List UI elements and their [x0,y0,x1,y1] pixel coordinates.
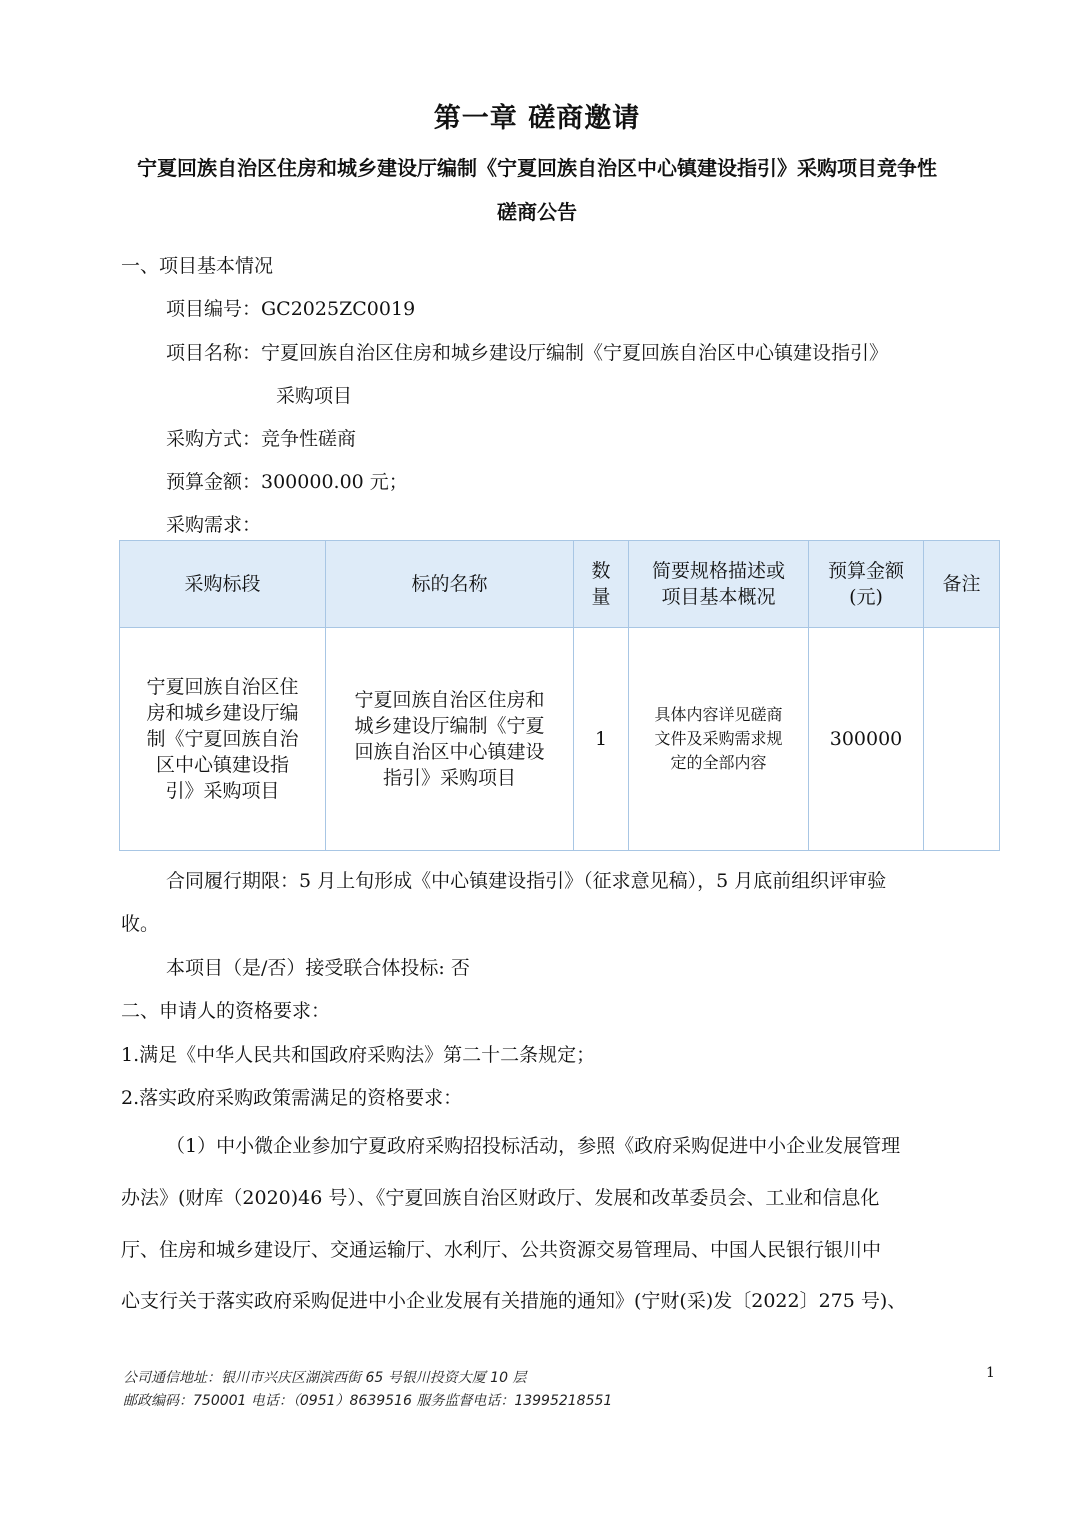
budget-amount: 预算金额：300000.00 元； [166,471,408,493]
project-name-line1: 项目名称：宁夏回族自治区住房和城乡建设厅编制《宁夏回族自治区中心镇建设指引》 [166,342,889,364]
cell-remark [924,628,1000,851]
requirement-label: 采购需求： [166,514,262,536]
qualification-item1: 1.满足《中华人民共和国政府采购法》第二十二条规定； [121,1044,596,1066]
requirement-table [119,540,1000,851]
consortium-note: 本项目（是/否）接受联合体投标: 否 [166,957,470,979]
section1-heading: 一、项目基本情况 [121,255,274,277]
cell-budget: 300000 [809,628,924,851]
project-name-line2: 采购项目 [276,385,353,407]
contract-period-line1: 合同履行期限：5 月上旬形成《中心镇建设指引》（征求意见稿），5 月底前组织评审验 [166,870,887,892]
header-lot: 采购标段 [120,541,326,628]
header-spec: 简要规格描述或 项目基本概况 [629,541,809,628]
cell-lot: 宁夏回族自治区住 房和城乡建设厅编 制《宁夏回族自治 区中心镇建设指 引》采购项目 [120,628,326,851]
section2-heading: 二、申请人的资格要求： [121,1000,331,1022]
cell-spec: 具体内容详见磋商 文件及采购需求规 定的全部内容 [629,628,809,851]
header-budget: 预算金额 (元) [809,541,924,628]
qualification-item2: 2.落实政府采购政策需满足的资格要求： [121,1087,463,1109]
procurement-method: 采购方式：竞争性磋商 [166,428,357,450]
policy-para-line4: 心支行关于落实政府采购促进中小企业发展有关措施的通知》(宁财(采)发〔2022〕275 号)、 [121,1290,907,1312]
policy-para-line3: 厅、住房和城乡建设厅、交通运输厅、水利厅、公共资源交易管理局、中国人民银行银川中 [121,1239,882,1261]
table-header-row [120,541,1000,628]
project-number: 项目编号：GC2025ZC0019 [166,298,416,320]
header-quantity: 数 量 [574,541,629,628]
footer-address: 公司通信地址：银川市兴庆区湖滨西街 65 号银川投资大厦 10 层 [123,1370,527,1386]
table-row [120,628,1000,851]
header-item-name: 标的名称 [326,541,574,628]
contract-period-line2: 收。 [121,913,160,935]
footer-contact: 邮政编码：750001 电话：（0951）8639516 服务监督电话：13995218551 [123,1393,613,1409]
policy-para-line2: 办法》(财库（2020)46 号）、《宁夏回族自治区财政厅、发展和改革委员会、工业和信息化 [121,1187,880,1209]
cell-quantity: 1 [574,628,629,851]
announcement-title-line2: 磋商公告 [497,200,577,224]
policy-para-line1: （1）中小微企业参加宁夏政府采购招投标活动，参照《政府采购促进中小企业发展管理 [166,1135,901,1157]
chapter-title: 第一章 磋商邀请 [433,103,641,134]
page-number: 1 [986,1365,995,1381]
header-remark: 备注 [924,541,1000,628]
announcement-title-line1: 宁夏回族自治区住房和城乡建设厅编制《宁夏回族自治区中心镇建设指引》采购项目竞争性 [137,156,937,180]
cell-item-name: 宁夏回族自治区住房和 城乡建设厅编制《宁夏 回族自治区中心镇建设 指引》采购项目 [326,628,574,851]
